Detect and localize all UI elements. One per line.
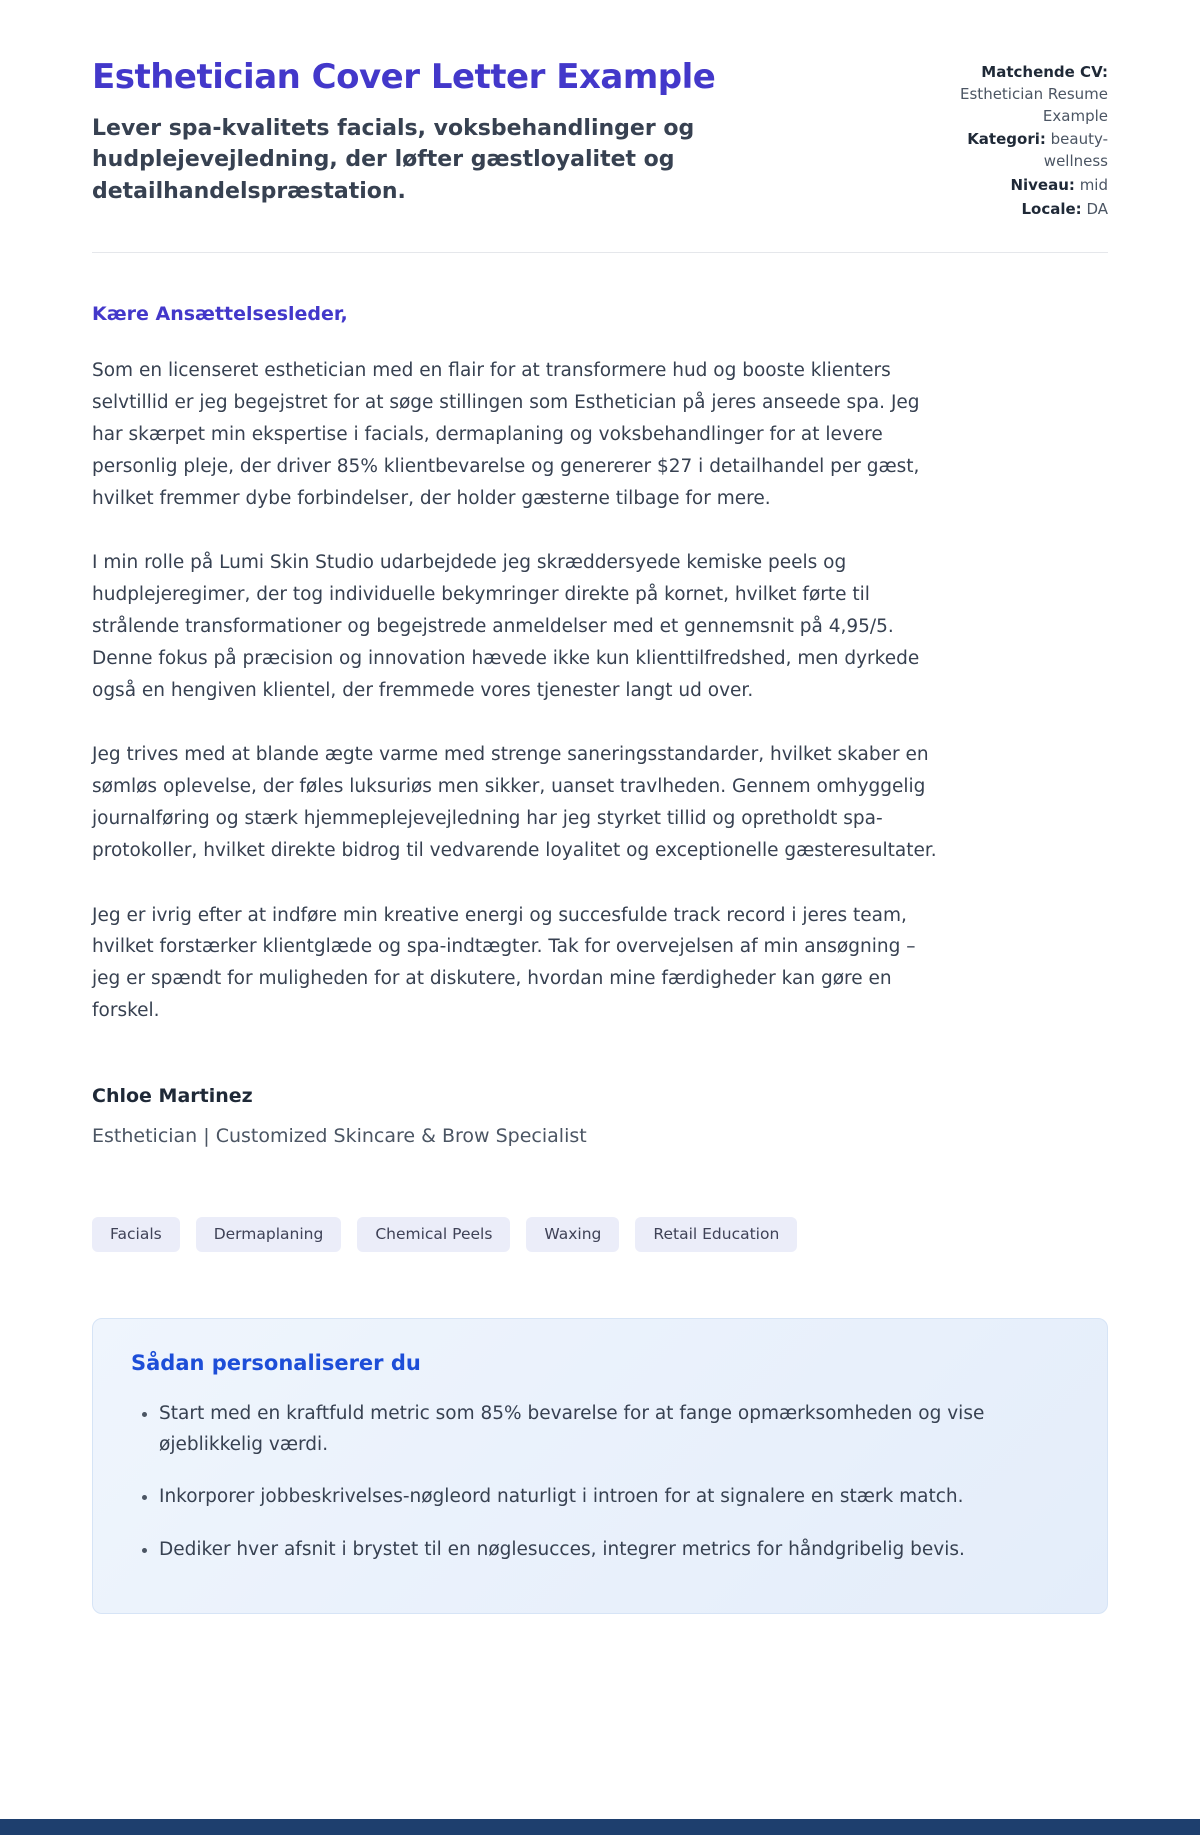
tag-chip-waxing: Waxing (526, 1217, 619, 1253)
tips-list (131, 1399, 1069, 1565)
header-divider (92, 252, 1108, 253)
header (92, 58, 1108, 222)
meta-value: beauty-wellness (1043, 130, 1108, 170)
meta-row-matching-cv (938, 62, 1108, 127)
meta-value-matching-cv-link[interactable]: Esthetician Resume Example (960, 84, 1108, 125)
tag-chip-dermaplaning: Dermaplaning (196, 1217, 342, 1253)
meta-row-locale (938, 199, 1108, 221)
cover-letter-body (92, 303, 940, 1147)
tag-chip-retail-education: Retail Education (635, 1217, 797, 1253)
page-title: Esthetician Cover Letter Example (92, 57, 716, 97)
tag-chip-facials: Facials (92, 1217, 180, 1253)
meta-row-category (938, 129, 1108, 173)
meta-value: DA (1086, 199, 1108, 218)
signature-block (92, 1085, 940, 1147)
tip-item: • Start med en kraftfuld metric som 85% bevarelse for at fange opmærksomheden og vise øjeblikkelig værdi. (159, 1399, 1069, 1460)
signature-name: Chloe Martinez (92, 1084, 253, 1107)
meta-label: Niveau: (1010, 175, 1075, 194)
letter-greeting: Kære Ansættelsesleder, (92, 303, 348, 326)
header-text-block (92, 58, 752, 207)
meta-block (938, 58, 1108, 222)
meta-label: Kategori: (967, 130, 1046, 149)
letter-paragraph: I min rolle på Lumi Skin Studio udarbejdede jeg skræddersyede kemiske peels og hudplejeregimer, der tog individuelle bekymringer direkte på kornet, hvilket førte til strålende transformationer og begejstrede anmeldelser med et gennemsnit på 4,95/5. Denne fokus på præcision og innovation hævede ikke kun klienttilfredshed, men dyrkede også en hengiven klientel, der fremmede vores tjenester langt ud over. (92, 552, 920, 701)
page-subtitle: Lever spa-kvalitets facials, voksbehandlinger og hudplejevejledning, der løfter gæstloyalitet og detailhandelspræstation. (92, 116, 695, 204)
footer-bar (0, 1819, 1200, 1835)
meta-label: Locale: (1021, 199, 1082, 218)
letter-paragraph: Jeg er ivrig efter at indføre min kreative energi og succesfulde track record i jeres team, hvilket forstærker klientglæde og spa-indtægter. Tak for overvejelsen af min ansøgning – jeg er spændt for muligheden for at diskutere, hvordan mine færdigheder kan gøre en forskel. (92, 904, 916, 1022)
meta-label: Matchende CV: (981, 63, 1108, 81)
letter-paragraph: Som en licenseret esthetician med en flair for at transformere hud og booste klienters selvtillid er jeg begejstret for at søge stillingen som Esthetician på jeres anseede spa. Jeg har skærpet min ekspertise i facials, dermaplaning og voksbehandlinger for at levere personlig pleje, der driver 85% klientbevarelse og genererer $27 i detailhandel per gæst, hvilket fremmer dybe forbindelser, der holder gæsterne tilbage for mere. (92, 360, 920, 509)
tip-item: • Dediker hver afsnit i brystet til en nøglesucces, integrer metrics for håndgribelig bevis. (159, 1535, 1069, 1566)
meta-row-level (938, 175, 1108, 197)
meta-value: mid (1079, 175, 1108, 194)
tag-chip-chemical-peels: Chemical Peels (357, 1217, 510, 1253)
personalization-tips-box (92, 1318, 1108, 1614)
tips-title: Sådan personaliserer du (131, 1351, 421, 1376)
tag-list (92, 1217, 1108, 1253)
signature-title: Esthetician | Customized Skincare & Brow Specialist (92, 1124, 587, 1147)
letter-paragraph: Jeg trives med at blande ægte varme med strenge saneringsstandarder, hvilket skaber en sømløs oplevelse, der føles luksuriøs men sikker, uanset travlheden. Gennem omhyggelig journalføring og stærk hjemmeplejevejledning har jeg styrket tillid og opretholdt spa-protokoller, hvilket direkte bidrog til vedvarende loyalitet og exceptionelle gæsteresultater. (92, 744, 937, 861)
tip-item: • Inkorporer jobbeskrivelses-nøgleord naturligt i introen for at signalere en stærk match. (159, 1482, 1069, 1513)
